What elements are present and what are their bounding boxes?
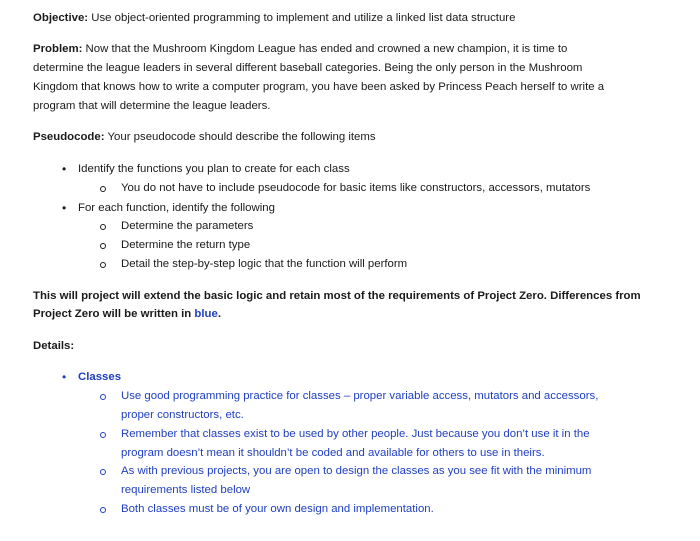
problem-line-1 [33,42,567,56]
sub-bullet-ring [100,507,106,513]
extend-note-prefix: Project Zero will be written in [33,308,195,320]
pseudocode-item-each-function: For each function, identify the following [78,202,275,214]
sub-bullet-ring [100,243,106,249]
sub-bullet-ring [100,262,106,268]
sub-bullet-ring [100,432,106,438]
extend-note-suffix: . [217,308,221,320]
objective-line [33,11,515,25]
details-item-good-practice-cont: proper constructors, etc. [121,409,244,421]
details-classes-label: Classes [78,371,122,383]
sub-bullet-ring [100,394,106,400]
sub-bullet-ring [100,469,106,475]
pseudocode-line [33,130,376,144]
extend-note-line-1: This will project will extend the basic logic and retain most of the requirements of Project Zero. Differences from [33,290,641,302]
details-item-classes-used-cont: program doesn’t mean it shouldn’t be coded and available for others to use in theirs. [121,447,545,459]
details-item-good-practice: Use good programming practice for classes – proper variable access, mutators and accessors, [121,390,599,402]
details-item-own-design: Both classes must be of your own design and implementation. [121,503,434,515]
sub-bullet-ring [100,186,106,192]
problem-line-3: Kingdom that knows how to write a computer program, you have been asked by Princess Peach herself to write a [33,81,605,93]
pseudocode-subitem-parameters: Determine the parameters [121,220,254,232]
details-item-design-open-cont: requirements listed below [121,484,251,496]
bullet-dot: • [62,162,67,176]
pseudocode-label: Pseudocode: [33,131,105,143]
extend-note-blue-word: blue [194,308,218,320]
details-label: Details: [33,340,75,352]
problem-text-1: Now that the Mushroom Kingdom League has ended and crowned a new champion, it is time to [82,43,568,55]
bullet-dot: • [62,370,67,384]
details-item-design-open: As with previous projects, you are open to design the classes as you see fit with the minimum [121,465,592,477]
objective-label: Objective: [33,12,89,24]
sub-bullet-ring [100,224,106,230]
pseudocode-subitem-constructors: You do not have to include pseudocode for basic items like constructors, accessors, mutators [121,182,591,194]
pseudocode-subitem-return-type: Determine the return type [121,239,251,251]
details-item-classes-used: Remember that classes exist to be used by other people. Just because you don’t use it in the [121,428,590,440]
problem-label: Problem: [33,43,83,55]
bullet-dot: • [62,201,67,215]
objective-text: Use object-oriented programming to implement and utilize a linked list data structure [88,12,516,24]
pseudocode-item-identify: Identify the functions you plan to create for each class [78,163,350,175]
pseudocode-subitem-logic: Detail the step-by-step logic that the function will perform [121,258,408,270]
pseudocode-text: Your pseudocode should describe the following items [104,131,376,143]
problem-line-2: determine the league leaders in several different baseball categories. Being the only person in the Mushroom [33,62,583,74]
extend-note-line-2 [33,307,221,321]
problem-line-4: program that will determine the league leaders. [33,100,271,112]
